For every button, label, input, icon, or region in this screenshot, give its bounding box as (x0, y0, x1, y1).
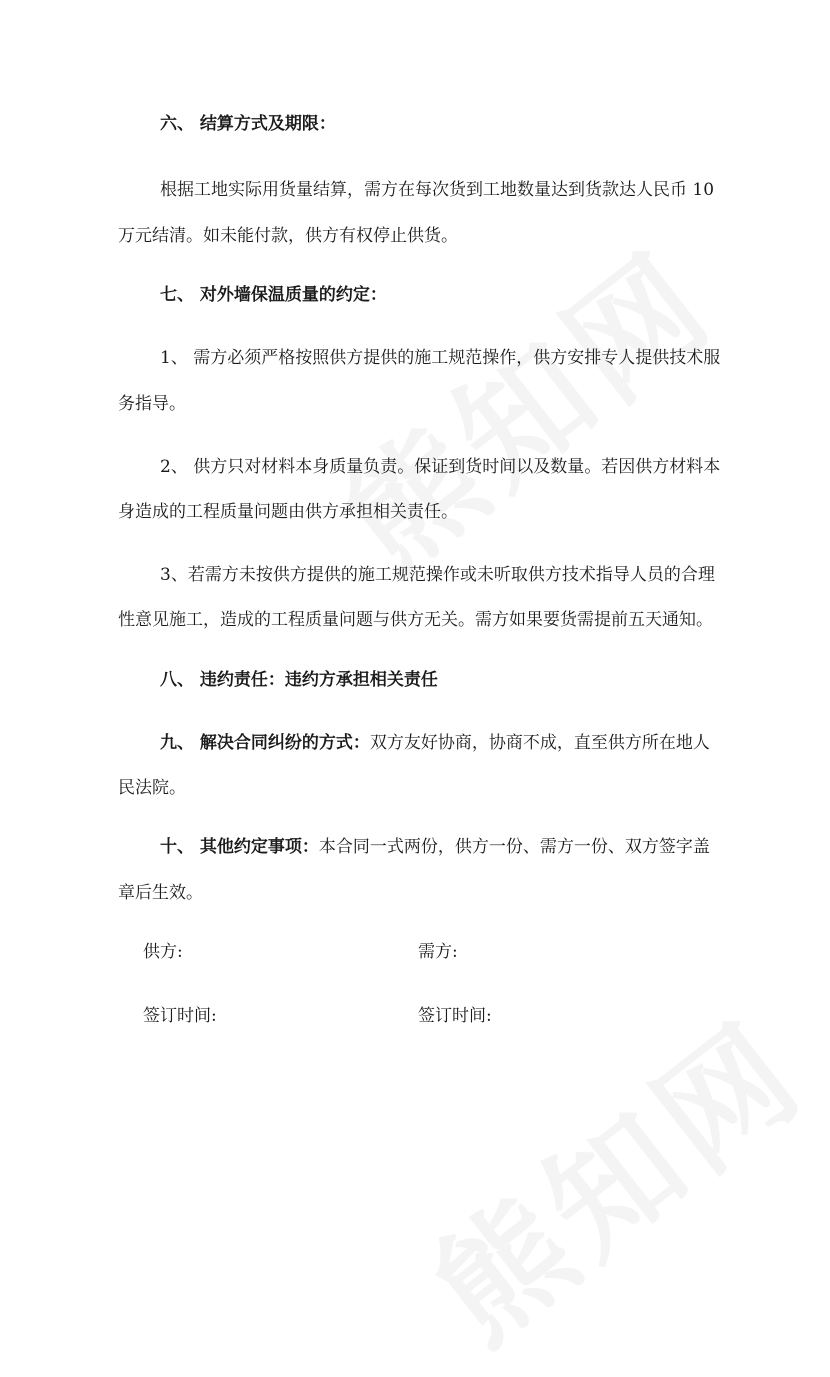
section-6-paragraph-line: 根据工地实际用货量结算，需方在每次货到工地数量达到货款达人民币 10 (160, 180, 715, 200)
section-10-heading: 十、 其他约定事项： (160, 837, 319, 857)
section-10-text-line: 章后生效。 (118, 883, 203, 903)
section-9-heading: 九、 解决合同纠纷的方式： (160, 733, 370, 753)
section-9-text-line: 民法院。 (118, 778, 186, 798)
section-10-text: 本合同一式两份，供方一份、需方一份、双方签字盖 (318, 837, 710, 857)
section-7-item-3-line: 3、若需方未按供方提供的施工规范操作或未听取供方技术指导人员的合理 (160, 565, 715, 585)
supplier-date-label: 签订时间: (143, 1006, 217, 1026)
supplier-signature-label: 供方: (143, 942, 183, 962)
section-7-heading: 七、 对外墙保温质量的约定： (160, 285, 387, 305)
section-8-heading: 八、 违约责任：违约方承担相关责任 (160, 670, 438, 690)
section-7-item-2-line: 2、 供方只对材料本身质量负责。保证到货时间以及数量。若因供方材料本 (160, 457, 721, 477)
section-6-heading: 六、 结算方式及期限： (160, 114, 336, 134)
section-6-paragraph-line: 万元结清。如未能付款，供方有权停止供货。 (118, 226, 458, 246)
section-7-item-1-line: 1、 需方必须严格按照供方提供的施工规范操作，供方安排专人提供技术服 (160, 348, 721, 368)
buyer-signature-label: 需方: (418, 942, 458, 962)
section-7-item-3-line: 性意见施工，造成的工程质量问题与供方无关。需方如果要货需提前五天通知。 (118, 610, 713, 630)
section-10-line (160, 835, 760, 859)
section-7-item-1-line: 务指导。 (118, 394, 186, 414)
section-7-item-2-line: 身造成的工程质量问题由供方承担相关责任。 (118, 502, 458, 522)
section-9-text: 双方友好协商，协商不成，直至供方所在地人 (369, 733, 710, 753)
buyer-date-label: 签订时间: (418, 1006, 492, 1026)
watermark (390, 971, 830, 1377)
section-9-line (160, 731, 760, 755)
